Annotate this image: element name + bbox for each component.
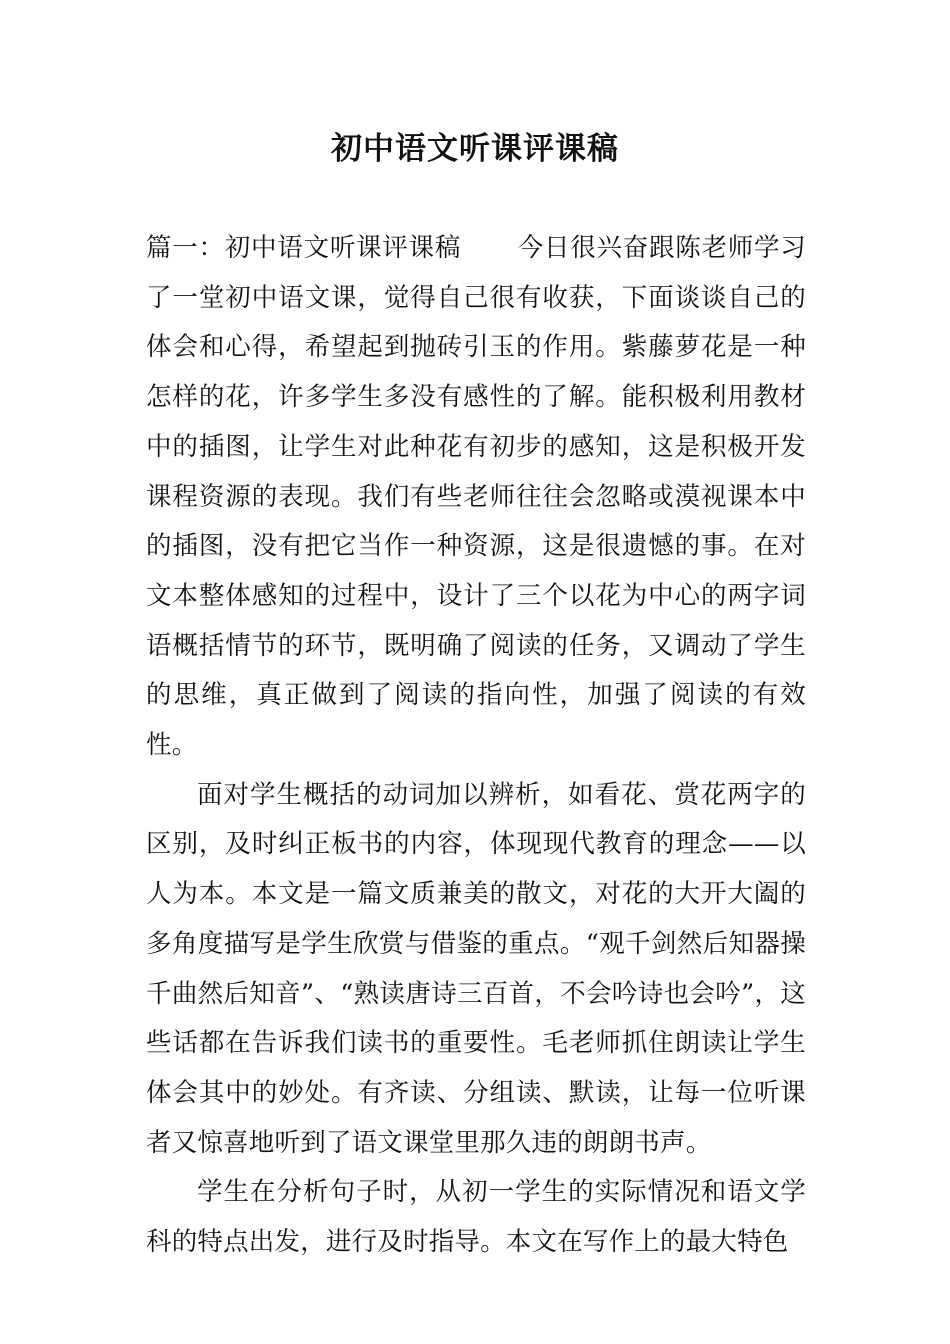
document-title: 初中语文听课评课稿 (331, 131, 619, 167)
paragraph-3: 学生在分析句子时，从初一学生的实际情况和语文学科的特点出发，进行及时指导。本文在写作上的最大特色 (146, 1177, 806, 1258)
paragraph-1-text: 今日很兴奋跟陈老师学习了一堂初中语文课，觉得自己很有收获，下面谈谈自己的体会和心得，希望起到抛砖引玉的作用。紫藤萝花是一种怎样的花，许多学生多没有感性的了解。能积极利用教材中的插图，让学生对此种花有初步的感知，这是积极开发课程资源的表现。我们有些老师往往会忽略或漠视课本中的插图，没有把它当作一种资源，这是很遗憾的事。在对文本整体感知的过程中，设计了三个以花为中心的两字词语概括情节的环节，既明确了阅读的任务，又调动了学生的思维，真正做到了阅读的指向性，加强了阅读的有效性。 (146, 233, 807, 761)
document-body (146, 224, 806, 1268)
section-heading: 篇一：初中语文听课评课稿 (146, 233, 462, 263)
paragraph-2: 面对学生概括的动词加以辨析，如看花、赏花两字的区别，及时纠正板书的内容，体现现代教育的理念——以人为本。本文是一篇文质兼美的散文，对花的大开大阖的多角度描写是学生欣赏与借鉴的重点。“观千剑然后知器操千曲然后知音”、“熟读唐诗三百首，不会吟诗也会吟”，这些话都在告诉我们读书的重要性。毛老师抓住朗读让学生体会其中的妙处。有齐读、分组读、默读，让每一位听课者又惊喜地听到了语文课堂里那久违的朗朗书声。 (146, 779, 806, 1158)
paragraph-1 (146, 224, 806, 771)
